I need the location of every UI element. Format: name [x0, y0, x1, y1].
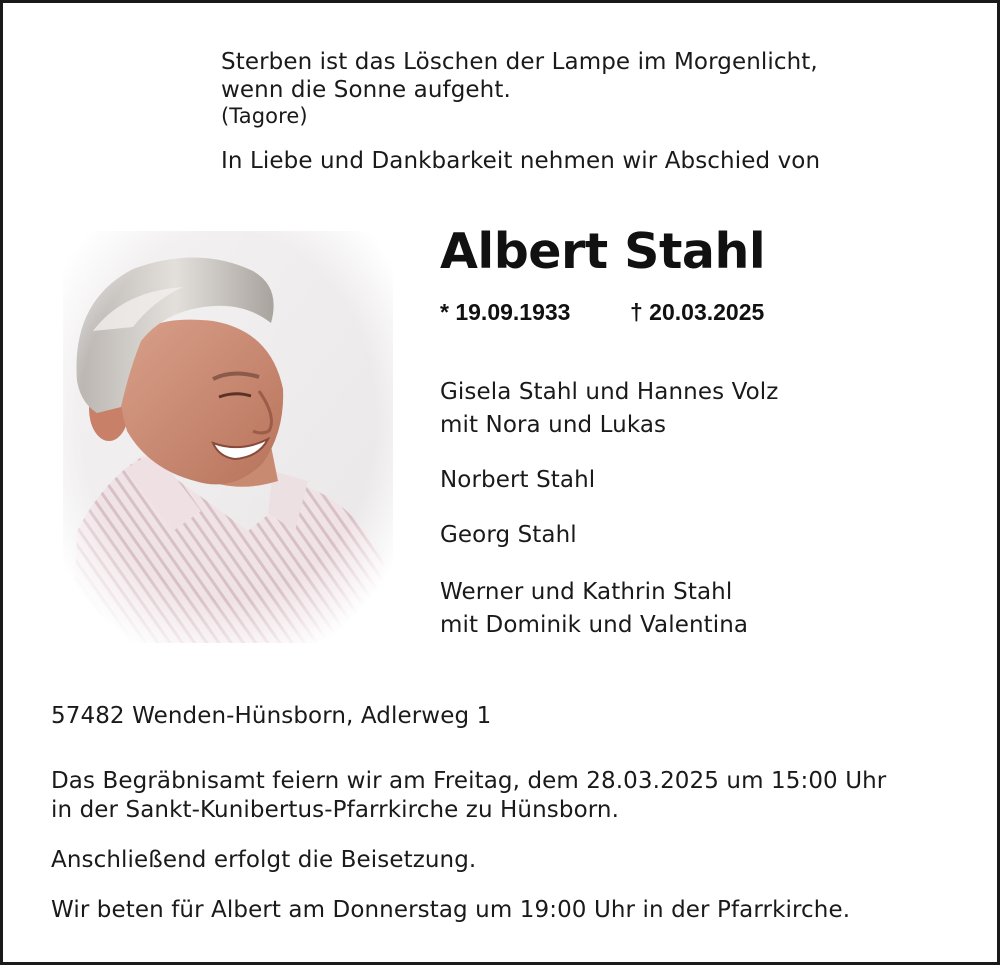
mourner-line: Norbert Stahl: [440, 467, 596, 493]
burial-text: Anschließend erfolgt die Beisetzung.: [51, 847, 477, 873]
mourner-line: Gisela Stahl und Hannes Volz: [440, 379, 779, 405]
funeral-line-1: Das Begräbnisamt feiern wir am Freitag, dem 28.03.2025 um 15:00 Uhr: [51, 768, 887, 794]
intro-text: In Liebe und Dankbarkeit nehmen wir Abschied von: [221, 148, 821, 174]
birth-date: * 19.09.1933: [440, 299, 571, 325]
motto-author: (Tagore): [221, 104, 308, 128]
address-text: 57482 Wenden-Hünsborn, Adlerweg 1: [51, 703, 492, 729]
motto-line-1: Sterben ist das Löschen der Lampe im Morgenlicht,: [221, 49, 818, 75]
mourner-line: mit Dominik und Valentina: [440, 612, 749, 638]
portrait-photo: [63, 231, 393, 643]
death-date: † 20.03.2025: [630, 299, 765, 325]
deceased-name: Albert Stahl: [440, 223, 766, 280]
motto-line-2: wenn die Sonne aufgeht.: [221, 77, 511, 103]
funeral-line-2: in der Sankt-Kunibertus-Pfarrkirche zu Hünsborn.: [51, 797, 619, 823]
mourner-line: Werner und Kathrin Stahl: [440, 579, 733, 605]
mourner-line: mit Nora und Lukas: [440, 412, 667, 438]
prayer-text: Wir beten für Albert am Donnerstag um 19:00 Uhr in der Pfarrkirche.: [51, 897, 851, 923]
mourner-line: Georg Stahl: [440, 522, 577, 548]
